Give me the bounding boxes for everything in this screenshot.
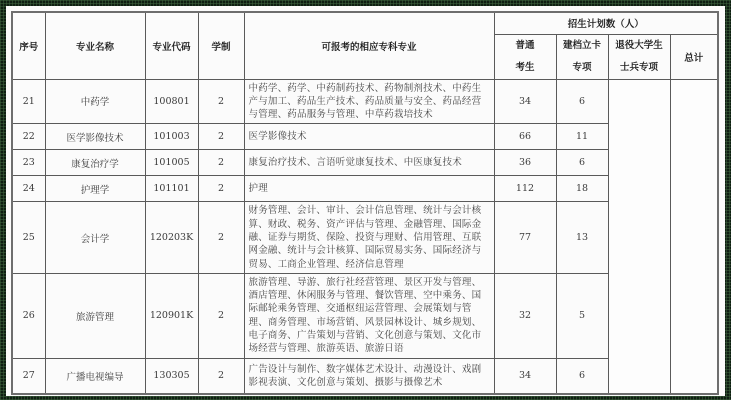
cell-poverty: 13 bbox=[556, 202, 608, 273]
header-seq: 序号 bbox=[12, 12, 45, 79]
cell-major-name: 护理学 bbox=[45, 176, 145, 202]
cell-seq: 25 bbox=[12, 202, 45, 273]
header-regular-line2: 考生 bbox=[515, 61, 535, 73]
header-total: 总计 bbox=[670, 34, 718, 79]
cell-major-code: 120203K bbox=[145, 202, 198, 273]
cell-major-name: 广播电视编导 bbox=[45, 358, 145, 394]
header-eligible-majors: 可报考的相应专科专业 bbox=[244, 12, 494, 79]
header-regular bbox=[494, 34, 556, 79]
cell-major-code: 130305 bbox=[145, 358, 198, 394]
cell-duration: 2 bbox=[198, 79, 244, 124]
header-poverty-line1: 建档立卡 bbox=[562, 39, 601, 51]
cell-eligible-majors: 康复治疗技术、言语听觉康复技术、中医康复技术 bbox=[244, 150, 494, 176]
cell-seq: 21 bbox=[12, 79, 45, 124]
cell-eligible-majors: 中药学、药学、中药制药技术、药物制剂技术、中药生产与加工、药品生产技术、药品质量与安全、药品经营与管理、药品服务与管理、中草药栽培技术 bbox=[244, 79, 494, 124]
cell-major-name: 医学影像技术 bbox=[45, 124, 145, 150]
cell-regular: 34 bbox=[494, 79, 556, 124]
cell-major-name: 康复治疗学 bbox=[45, 150, 145, 176]
cell-poverty: 6 bbox=[556, 79, 608, 124]
cell-regular: 32 bbox=[494, 273, 556, 358]
cell-regular: 77 bbox=[494, 202, 556, 273]
cell-major-code: 100801 bbox=[145, 79, 198, 124]
header-major-name: 专业名称 bbox=[45, 12, 145, 79]
cell-eligible-majors: 财务管理、会计、审计、会计信息管理、统计与会计核算、财政、税务、资产评估与管理、金融管理、国际金融、证券与期货、保险、投资与理财、信用管理、互联网金融、统计与会计核算、国际贸易实务、国际经济与贸易、工商企业管理、经济信息管理 bbox=[244, 202, 494, 273]
cell-duration: 2 bbox=[198, 124, 244, 150]
cell-duration: 2 bbox=[198, 176, 244, 202]
cell-veteran bbox=[608, 79, 670, 394]
cell-eligible-majors: 旅游管理、导游、旅行社经营管理、景区开发与管理、酒店管理、休闲服务与管理、餐饮管理、空中乘务、国际邮轮乘务管理、交通枢纽运营管理、会展策划与管理、商务管理、市场营销、风景园林设计、城乡规划、电子商务、广告策划与营销、文化创意与策划、文化市场经营与管理、旅游英语、旅游日语 bbox=[244, 273, 494, 358]
header-veteran bbox=[608, 34, 670, 79]
cell-major-code: 101005 bbox=[145, 150, 198, 176]
cell-regular: 34 bbox=[494, 358, 556, 394]
cell-duration: 2 bbox=[198, 150, 244, 176]
header-poverty bbox=[556, 34, 608, 79]
cell-duration: 2 bbox=[198, 202, 244, 273]
cell-seq: 23 bbox=[12, 150, 45, 176]
cell-major-name: 会计学 bbox=[45, 202, 145, 273]
cell-duration: 2 bbox=[198, 358, 244, 394]
enrollment-plan-table bbox=[11, 11, 719, 395]
cell-eligible-majors: 医学影像技术 bbox=[244, 124, 494, 150]
cell-duration: 2 bbox=[198, 273, 244, 358]
cell-regular: 36 bbox=[494, 150, 556, 176]
cell-seq: 22 bbox=[12, 124, 45, 150]
cell-major-code: 120901K bbox=[145, 273, 198, 358]
header-duration: 学制 bbox=[198, 12, 244, 79]
header-veteran-line1: 退役大学生 bbox=[615, 39, 663, 51]
cell-seq: 24 bbox=[12, 176, 45, 202]
document-page bbox=[6, 6, 725, 396]
cell-poverty: 6 bbox=[556, 358, 608, 394]
cell-regular: 112 bbox=[494, 176, 556, 202]
header-regular-line1: 普通 bbox=[515, 39, 535, 51]
cell-poverty: 11 bbox=[556, 124, 608, 150]
cell-major-name: 旅游管理 bbox=[45, 273, 145, 358]
cell-eligible-majors: 护理 bbox=[244, 176, 494, 202]
cell-poverty: 18 bbox=[556, 176, 608, 202]
cell-seq: 27 bbox=[12, 358, 45, 394]
cell-total bbox=[670, 79, 718, 394]
header-plan-group: 招生计划数（人） bbox=[494, 12, 718, 34]
cell-major-name: 中药学 bbox=[45, 79, 145, 124]
header-poverty-line2: 专项 bbox=[572, 61, 592, 73]
cell-major-code: 101101 bbox=[145, 176, 198, 202]
cell-poverty: 5 bbox=[556, 273, 608, 358]
cell-seq: 26 bbox=[12, 273, 45, 358]
table-row bbox=[12, 79, 718, 124]
cell-regular: 66 bbox=[494, 124, 556, 150]
header-major-code: 专业代码 bbox=[145, 12, 198, 79]
cell-eligible-majors: 广告设计与制作、数字媒体艺术设计、动漫设计、戏剧影视表演、文化创意与策划、摄影与摄像艺术 bbox=[244, 358, 494, 394]
cell-major-code: 101003 bbox=[145, 124, 198, 150]
header-veteran-line2: 士兵专项 bbox=[619, 61, 658, 73]
cell-poverty: 6 bbox=[556, 150, 608, 176]
